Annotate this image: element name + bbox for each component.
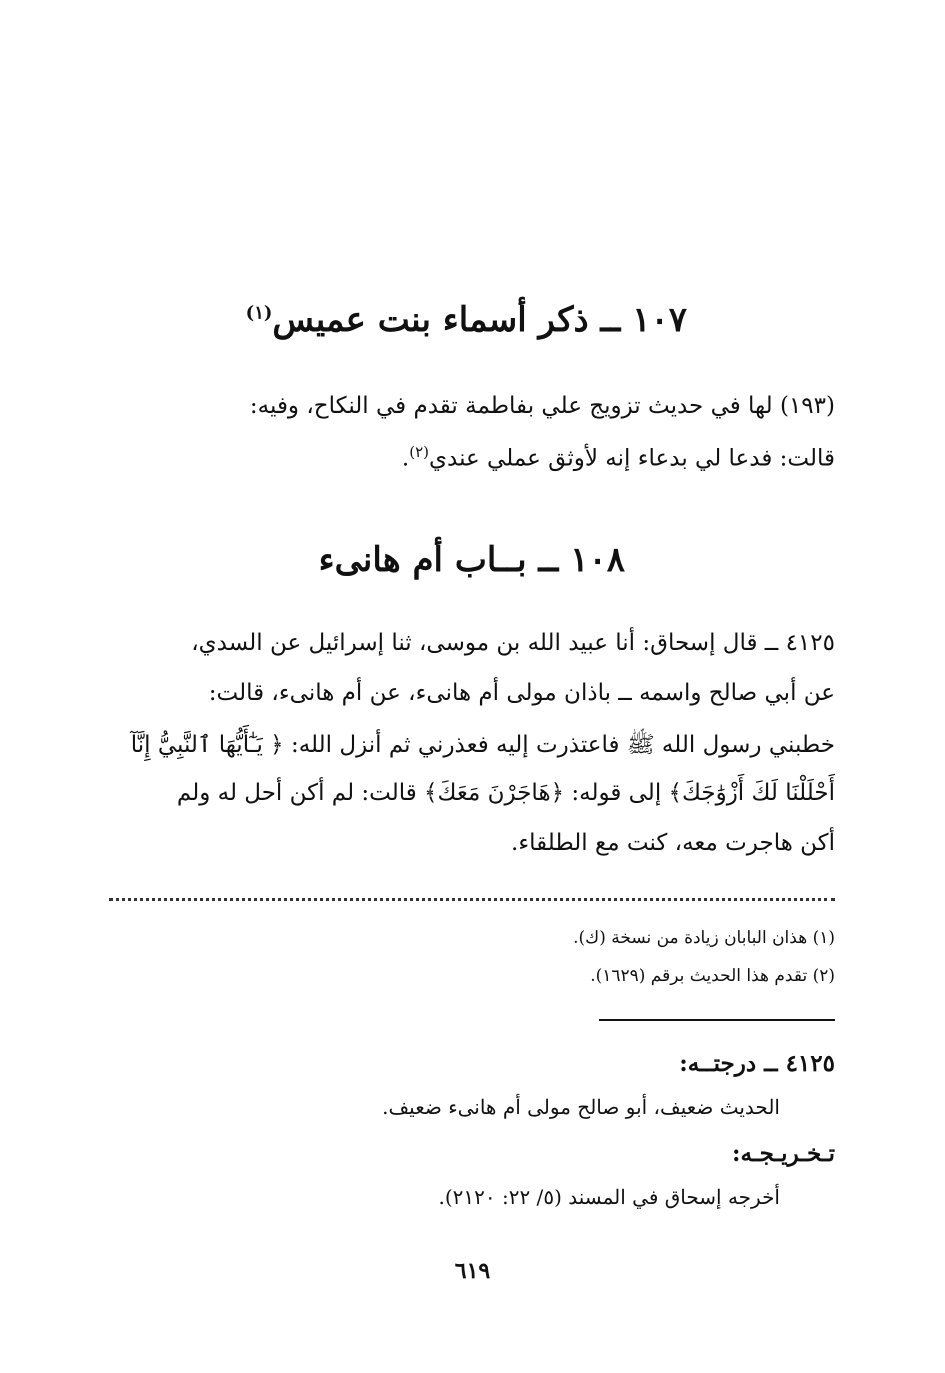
takhrij-text: أخرجه إسحاق في المسند (٥/ ٢٢: ٢١٢٠). bbox=[438, 1185, 780, 1209]
hadith-4125-line-4: أَحْلَلْنَا لَكَ أَزْوَٰجَكَ﴾ إلى قوله: ﴿هَاجَرْنَ مَعَكَ﴾ قالت: لم أكن أحل له ولم bbox=[176, 780, 835, 806]
section-107-title bbox=[246, 300, 687, 340]
footnote-ref-1: (١) bbox=[245, 302, 273, 324]
section-107-title-text: ١٠٧ ــ ذكر أسماء بنت عميس bbox=[272, 300, 687, 340]
grading-heading: ٤١٢٥ ــ درجتــه: bbox=[679, 1050, 835, 1077]
takhrij-heading: تـخـريـجـه: bbox=[732, 1140, 835, 1167]
hadith-4125-line-5: أكن هاجرت معه، كنت مع الطلقاء. bbox=[511, 830, 835, 856]
hadith-4125-line-3: خطبني رسول الله ﷺ فاعتذرت إليه فعذرني ثم أنزل الله: ﴿ يَـٰٓأَيُّهَا ٱلنَّبِيُّ إِنَّآ bbox=[130, 732, 835, 758]
hadith-193-line-2 bbox=[402, 443, 835, 472]
footnote-separator bbox=[109, 898, 835, 903]
hadith-193-line-2-end: . bbox=[401, 445, 410, 472]
page-number: ٦١٩ bbox=[454, 1258, 491, 1284]
grading-text: الحديث ضعيف، أبو صالح مولى أم هانىء ضعيف. bbox=[382, 1095, 780, 1119]
footnote-2: (٢) تقدم هذا الحديث برقم (١٦٢٩). bbox=[590, 966, 835, 986]
grading-separator bbox=[599, 1019, 835, 1021]
hadith-193-line-2-text: قالت: فدعا لي بدعاء إنه لأوثق عملي عندي bbox=[429, 445, 835, 472]
hadith-193-line-1: (١٩٣) لها في حديث تزويج علي بفاطمة تقدم في النكاح، وفيه: bbox=[249, 393, 835, 419]
footnote-1: (١) هذان البابان زيادة من نسخة (ك). bbox=[573, 928, 835, 948]
hadith-4125-line-1: ٤١٢٥ ــ قال إسحاق: أنا عبيد الله بن موسى، ثنا إسرائيل عن السدي، bbox=[191, 630, 835, 656]
footnote-ref-2: (٢) bbox=[409, 443, 429, 461]
section-108-title: ١٠٨ ــ بــاب أم هانىء bbox=[318, 540, 625, 580]
hadith-4125-line-2: عن أبي صالح واسمه ــ باذان مولى أم هانىء، عن أم هانىء، قالت: bbox=[208, 680, 835, 706]
